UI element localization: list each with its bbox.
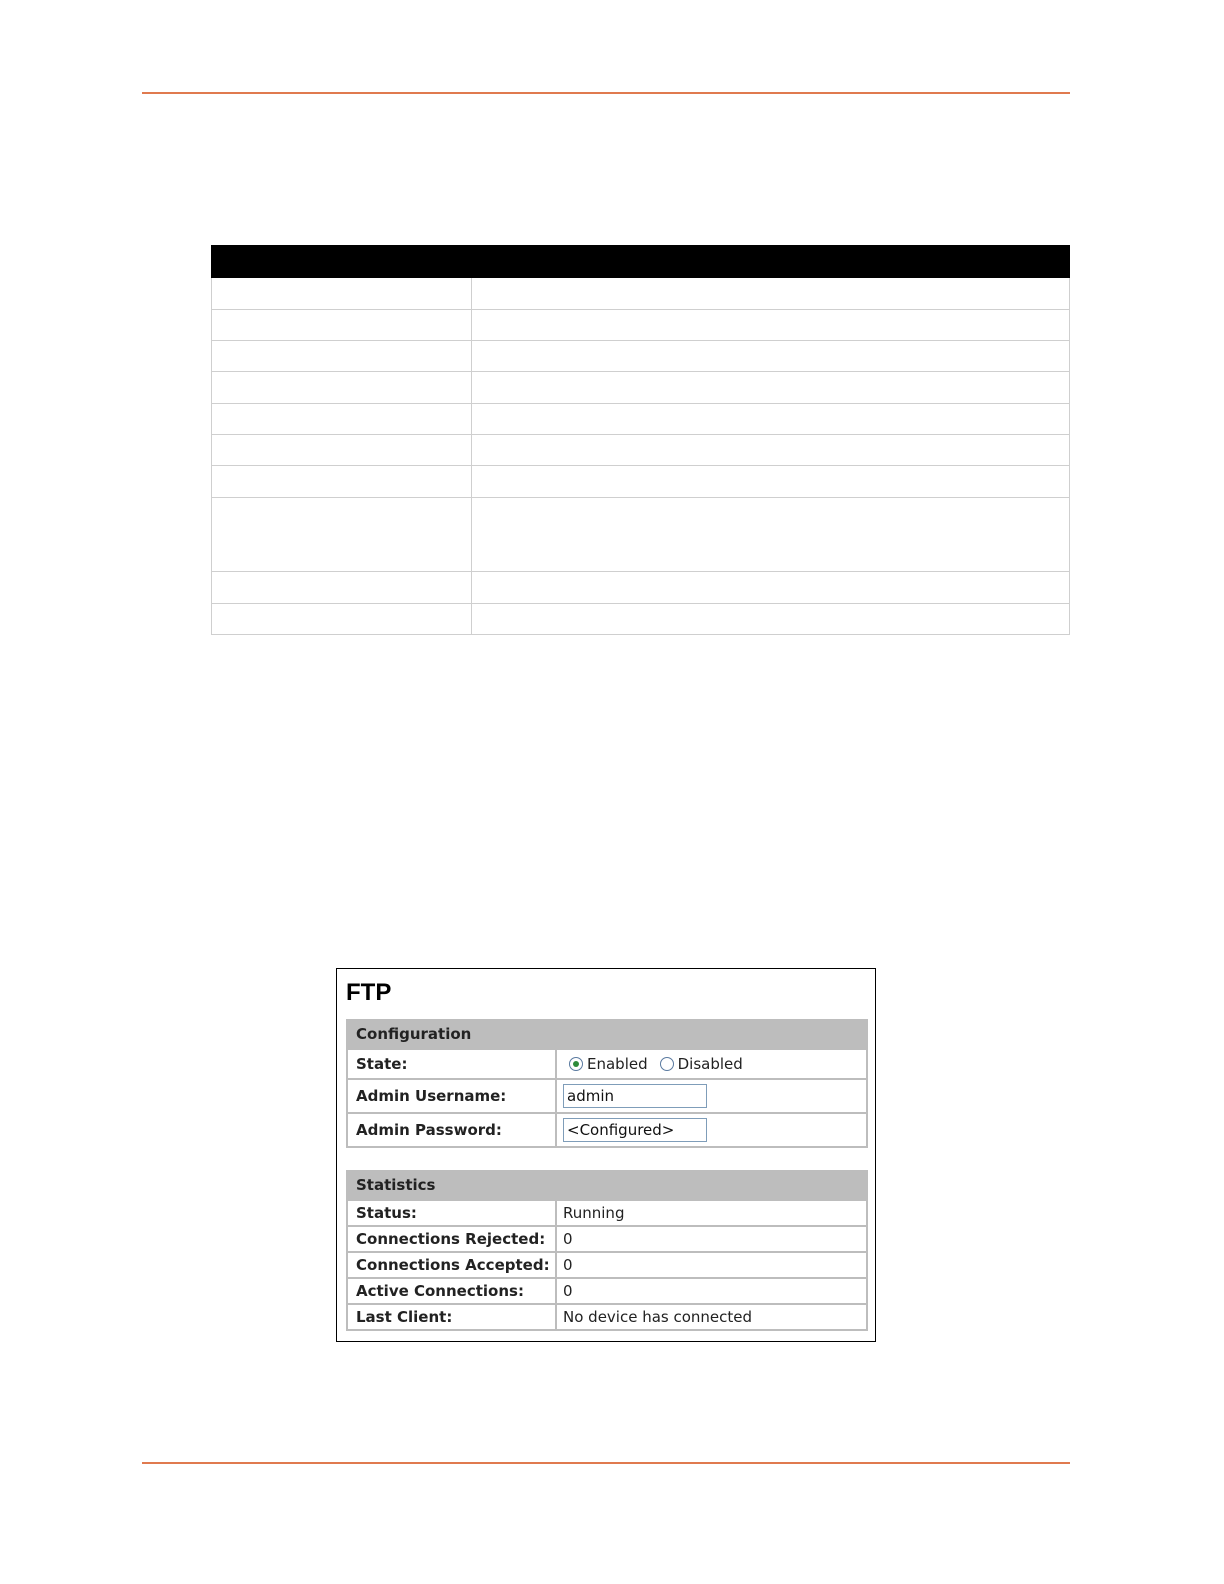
footer-rule [142, 1462, 1070, 1464]
admin-username-cell [557, 1080, 866, 1112]
stat-row [348, 1251, 866, 1277]
admin-username-field[interactable]: admin [563, 1084, 707, 1108]
table-cell [212, 310, 472, 341]
configuration-heading: Configuration [348, 1021, 866, 1048]
stat-row [348, 1303, 866, 1329]
stat-value: 0 [563, 1230, 573, 1248]
parameter-table [211, 245, 1070, 635]
statistics-heading: Statistics [348, 1172, 866, 1199]
table-header-row [212, 246, 1070, 278]
admin-username-label: Admin Username: [348, 1080, 557, 1112]
state-label: State: [348, 1050, 557, 1078]
state-enabled-option[interactable] [563, 1055, 648, 1073]
table-row [212, 372, 1070, 404]
table-row [212, 310, 1070, 341]
radio-unselected-icon[interactable] [660, 1057, 674, 1071]
state-disabled-label[interactable]: Disabled [677, 1055, 743, 1073]
table-cell [472, 466, 1070, 498]
table-row [212, 604, 1070, 635]
stat-value: Running [563, 1204, 625, 1222]
admin-password-field[interactable]: <Configured> [563, 1118, 707, 1142]
state-enabled-label[interactable]: Enabled [587, 1055, 648, 1073]
table-cell [472, 341, 1070, 372]
ftp-screenshot-panel [336, 968, 876, 1342]
table-cell [212, 604, 472, 635]
stat-label: Last Client: [348, 1305, 557, 1329]
table-row [212, 466, 1070, 498]
stat-label: Connections Accepted: [348, 1253, 557, 1277]
stat-row [348, 1199, 866, 1225]
admin-password-row [348, 1112, 866, 1146]
stat-value: 0 [563, 1282, 573, 1300]
header-rule [142, 92, 1070, 94]
state-options [557, 1050, 866, 1078]
table-cell [212, 404, 472, 435]
table-cell [472, 278, 1070, 310]
state-disabled-option[interactable] [654, 1055, 743, 1073]
table-row [212, 435, 1070, 466]
table-cell [212, 278, 472, 310]
admin-password-label: Admin Password: [348, 1114, 557, 1146]
stat-label: Status: [348, 1201, 557, 1225]
stat-row [348, 1225, 866, 1251]
table-cell [212, 572, 472, 604]
page-title: FTP [346, 979, 392, 1006]
table-header-cell [472, 246, 1070, 278]
table-cell [212, 498, 472, 572]
stat-value: No device has connected [563, 1308, 753, 1326]
table-cell [472, 498, 1070, 572]
statistics-section [346, 1170, 868, 1331]
radio-selected-icon[interactable] [569, 1057, 583, 1071]
table-cell [472, 372, 1070, 404]
table-cell [472, 572, 1070, 604]
stat-label: Connections Rejected: [348, 1227, 557, 1251]
table-row [212, 278, 1070, 310]
table-cell [212, 466, 472, 498]
table-cell [472, 310, 1070, 341]
table-cell [472, 435, 1070, 466]
table-row [212, 498, 1070, 572]
table-cell [212, 341, 472, 372]
table-cell [472, 404, 1070, 435]
configuration-section [346, 1019, 868, 1148]
stat-value: 0 [563, 1256, 573, 1274]
table-row [212, 341, 1070, 372]
table-row [212, 404, 1070, 435]
admin-username-row [348, 1078, 866, 1112]
table-cell [212, 435, 472, 466]
table-cell [212, 372, 472, 404]
table-header-cell [212, 246, 472, 278]
state-row [348, 1048, 866, 1078]
admin-password-cell [557, 1114, 866, 1146]
stat-row [348, 1277, 866, 1303]
stat-label: Active Connections: [348, 1279, 557, 1303]
table-cell [472, 604, 1070, 635]
table-row [212, 572, 1070, 604]
